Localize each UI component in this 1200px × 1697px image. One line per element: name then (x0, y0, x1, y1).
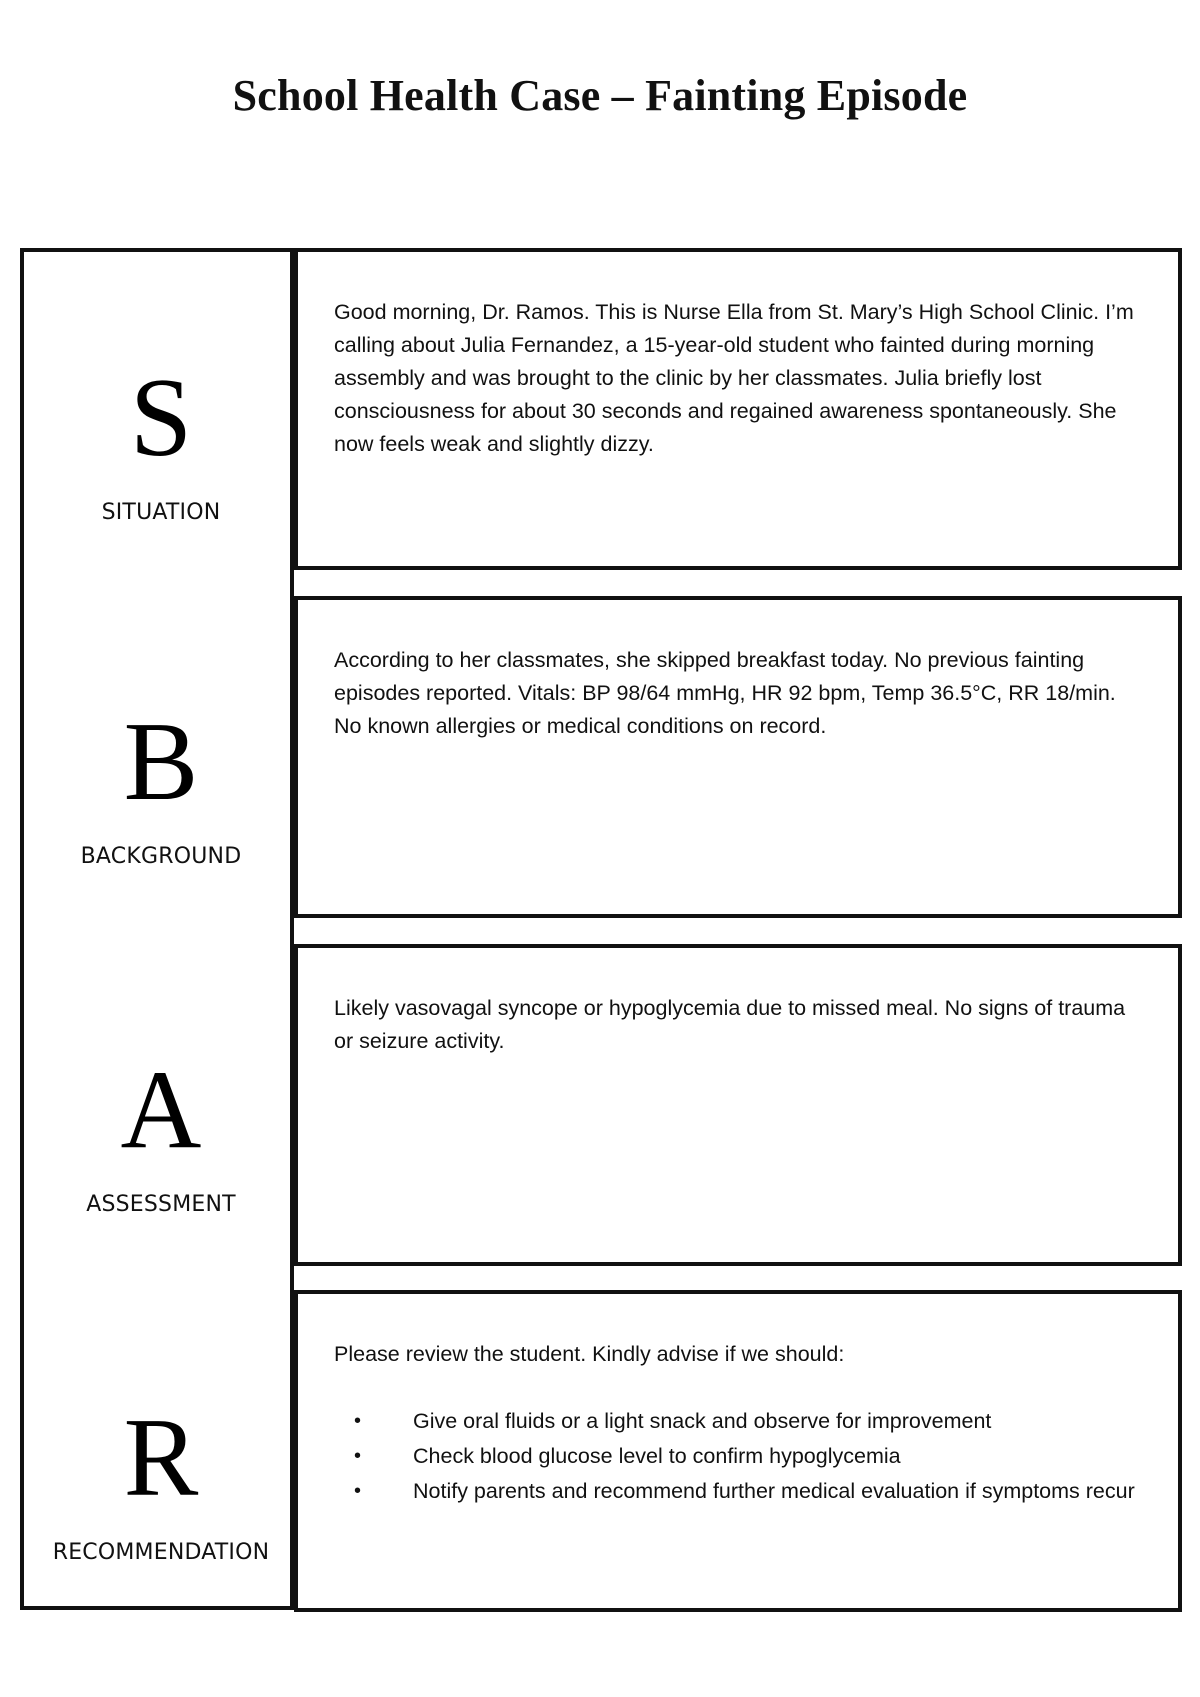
recommendation-item (334, 1475, 1142, 1508)
recommendation-letter-block (24, 1396, 298, 1565)
recommendation-box (294, 1290, 1182, 1612)
situation-letter: S (129, 356, 193, 480)
assessment-letter: A (120, 1048, 202, 1172)
sbar-letter-column (20, 248, 294, 1610)
background-letter-block (24, 700, 298, 869)
recommendation-item (334, 1440, 1142, 1473)
recommendation-item-text: Give oral fluids or a light snack and observe for improvement (413, 1409, 992, 1433)
bullet-icon: • (354, 1480, 362, 1502)
bullet-icon: • (354, 1410, 362, 1432)
situation-text: Good morning, Dr. Ramos. This is Nurse Ella from St. Mary’s High School Clinic. I’m calling about Julia Fernandez, a 15-year-old student who fainted during morning assembly and was brought to the clinic by her classmates. Julia briefly lost consciousness for about 30 seconds and regained awareness spontaneously. She now feels weak and slightly dizzy. (334, 300, 1134, 456)
background-letter: B (123, 700, 199, 824)
situation-letter-block (24, 356, 298, 525)
background-box (294, 596, 1182, 918)
recommendation-item-text: Notify parents and recommend further medical evaluation if symptoms recur (413, 1479, 1135, 1503)
situation-box (294, 248, 1182, 570)
assessment-label: ASSESSMENT (86, 1192, 236, 1217)
assessment-letter-block (24, 1048, 298, 1217)
assessment-box (294, 944, 1182, 1266)
recommendation-item (334, 1405, 1142, 1438)
recommendation-letter: R (123, 1396, 199, 1520)
recommendation-intro: Please review the student. Kindly advise if we should: (334, 1342, 845, 1366)
situation-label: SITUATION (101, 500, 221, 525)
recommendation-list (334, 1405, 1142, 1508)
background-label: BACKGROUND (80, 844, 242, 869)
assessment-text: Likely vasovagal syncope or hypoglycemia due to missed meal. No signs of trauma or seizure activity. (334, 996, 1126, 1053)
bullet-icon: • (354, 1445, 362, 1467)
background-text: According to her classmates, she skipped breakfast today. No previous fainting episodes reported. Vitals: BP 98/64 mmHg, HR 92 bpm, Temp 36.5°C, RR 18/min. No known allergies or medical conditions on record. (334, 648, 1116, 738)
recommendation-item-text: Check blood glucose level to confirm hypoglycemia (413, 1444, 901, 1468)
recommendation-label: RECOMMENDATION (52, 1540, 270, 1565)
page-title: School Health Case – Fainting Episode (232, 71, 968, 120)
